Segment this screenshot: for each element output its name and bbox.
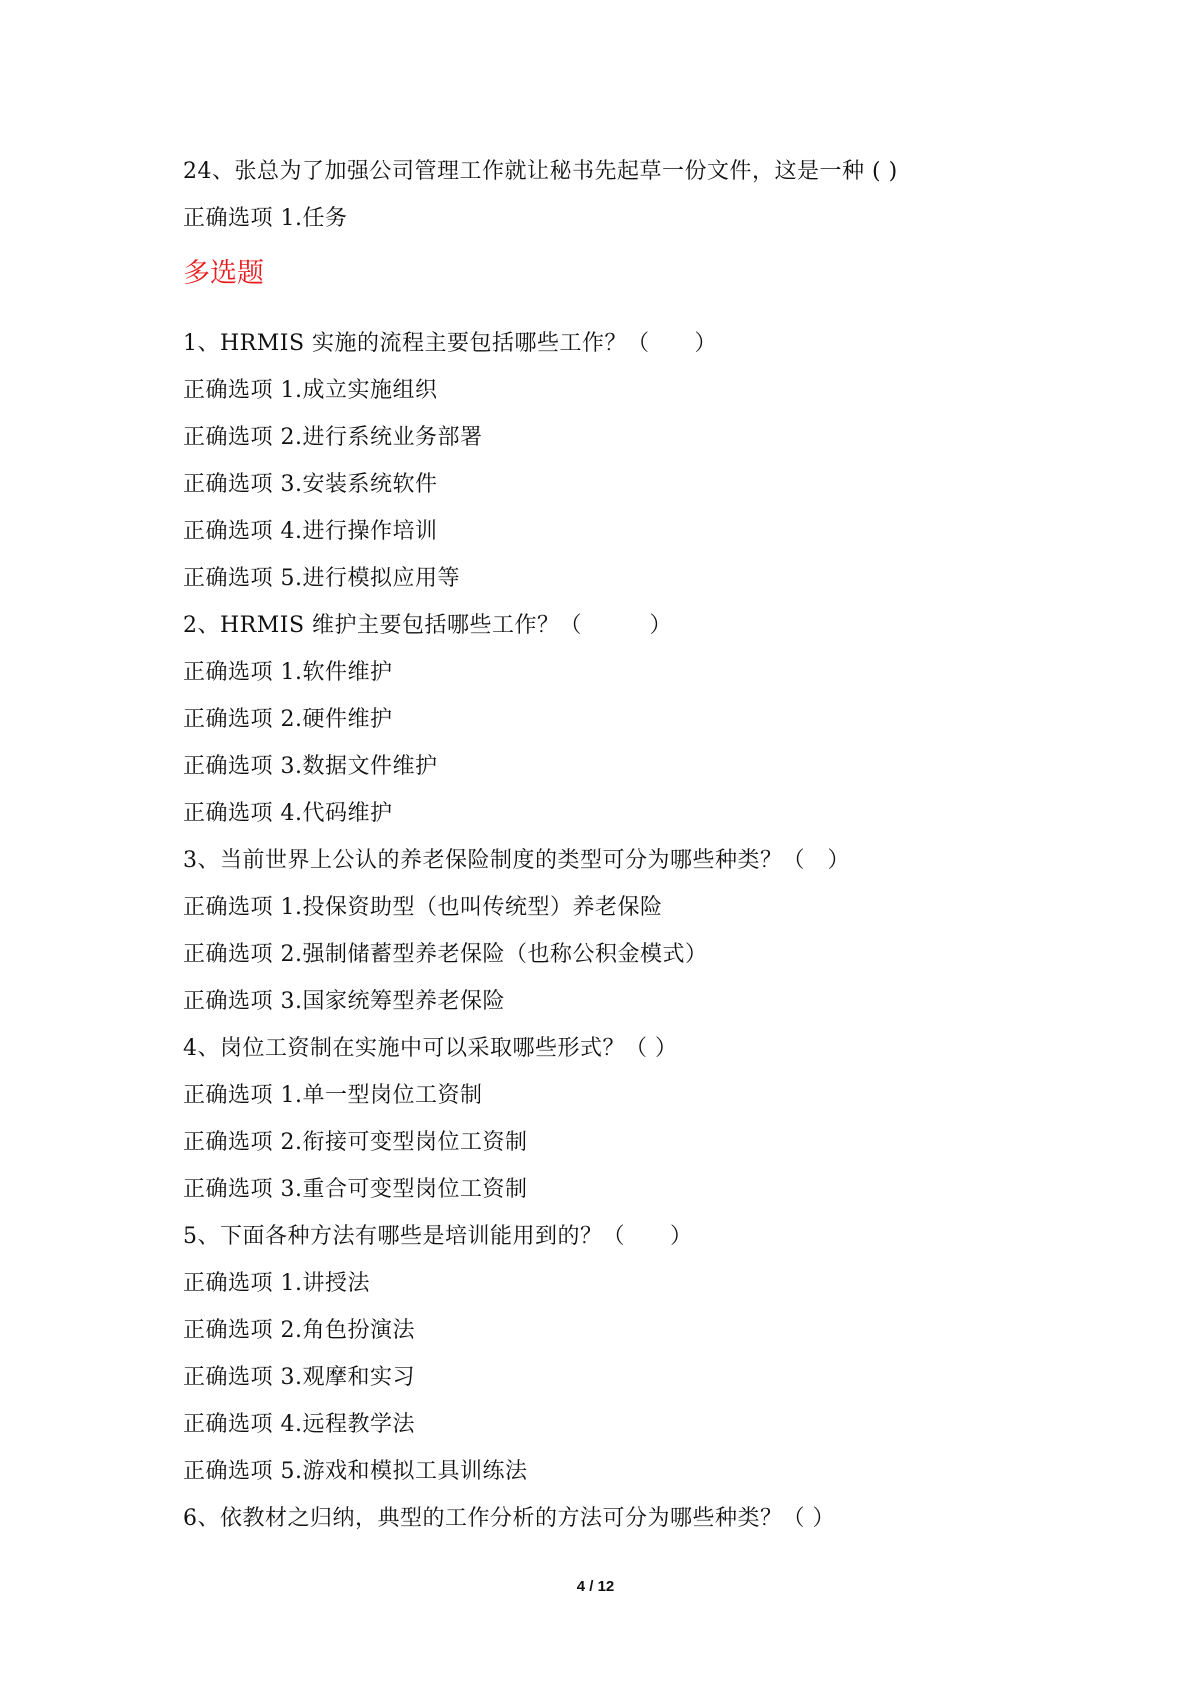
question-5-answer-2: 正确选项 2.角色扮演法 [183,1318,415,1343]
question-2-answer-4: 正确选项 4.代码维护 [183,801,393,826]
question-3-answer-2: 正确选项 2.强制储蓄型养老保险（也称公积金模式） [183,942,708,967]
question-4-answer-2: 正确选项 2.衔接可变型岗位工资制 [183,1130,528,1155]
question-1-answer-2: 正确选项 2.进行系统业务部署 [183,425,483,450]
question-5: 5、下面各种方法有哪些是培训能用到的？（ ） [183,1224,693,1249]
question-3-answer-1: 正确选项 1.投保资助型（也叫传统型）养老保险 [183,895,663,920]
question-2-answer-2: 正确选项 2.硬件维护 [183,707,393,732]
question-1-answer-1: 正确选项 1.成立实施组织 [183,378,438,403]
question-6: 6、依教材之归纳，典型的工作分析的方法可分为哪些种类？（ ） [183,1506,835,1531]
page-number: 4 / 12 [576,1578,615,1595]
question-3: 3、当前世界上公认的养老保险制度的类型可分为哪些种类？（ ） [183,848,850,873]
question-2-answer-3: 正确选项 3.数据文件维护 [183,754,438,779]
question-5-answer-1: 正确选项 1.讲授法 [183,1271,370,1296]
question-5-answer-4: 正确选项 4.远程教学法 [183,1412,415,1437]
question-1-answer-5: 正确选项 5.进行模拟应用等 [183,566,460,591]
section-heading-multiple-choice: 多选题 [183,258,264,289]
question-2: 2、HRMIS 维护主要包括哪些工作？（ ） [183,613,673,638]
question-1-answer-3: 正确选项 3.安装系统软件 [183,472,438,497]
question-24: 24、张总为了加强公司管理工作就让秘书先起草一份文件，这是一种 ( ) [183,159,898,184]
question-5-answer-5: 正确选项 5.游戏和模拟工具训练法 [183,1459,528,1484]
document-content [183,148,1083,1542]
question-5-answer-3: 正确选项 3.观摩和实习 [183,1365,415,1390]
question-3-answer-3: 正确选项 3.国家统筹型养老保险 [183,989,505,1014]
question-24-answer: 正确选项 1.任务 [183,206,348,231]
question-1-answer-4: 正确选项 4.进行操作培训 [183,519,438,544]
question-2-answer-1: 正确选项 1.软件维护 [183,660,393,685]
question-1: 1、HRMIS 实施的流程主要包括哪些工作？（ ） [183,331,718,356]
question-4: 4、岗位工资制在实施中可以采取哪些形式？（ ） [183,1036,678,1061]
question-4-answer-3: 正确选项 3.重合可变型岗位工资制 [183,1177,528,1202]
question-4-answer-1: 正确选项 1.单一型岗位工资制 [183,1083,483,1108]
